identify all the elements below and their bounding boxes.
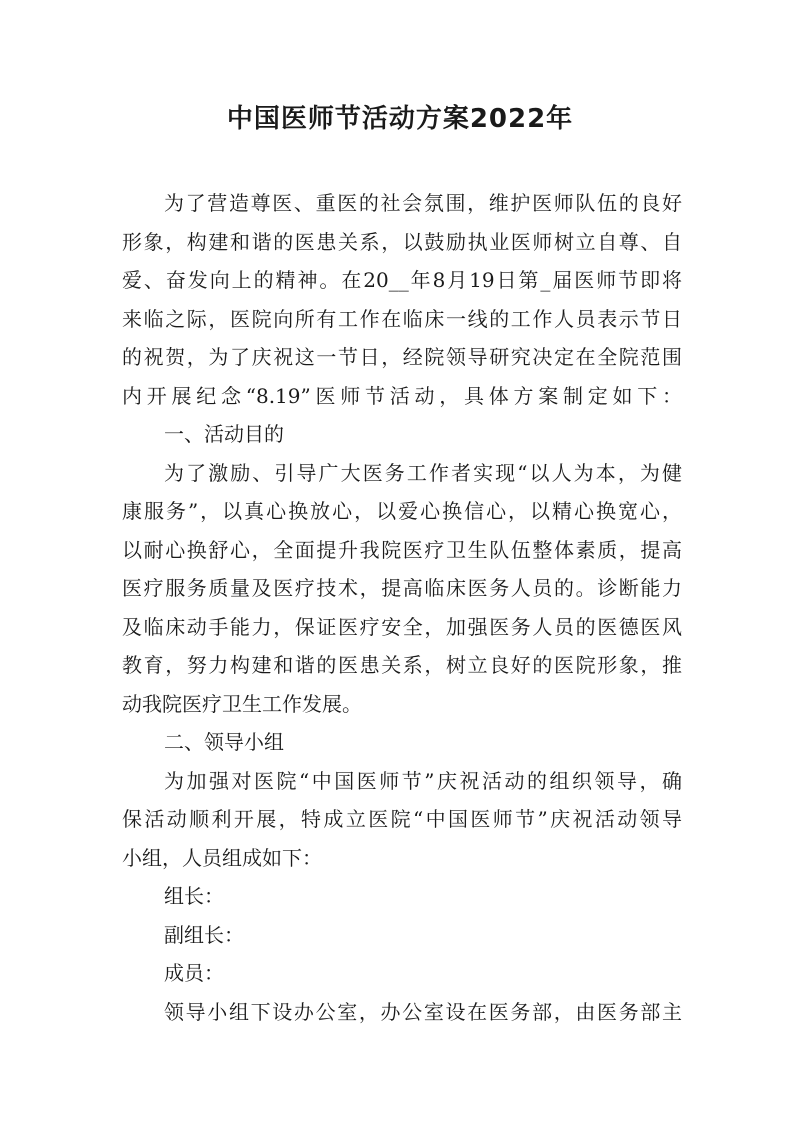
text-line: 来临之际，医院向所有工作在临床一线的工作人员表示节日 (122, 306, 682, 331)
text-line: 医疗服务质量及医疗技术，提高临床医务人员的。诊断能力 (122, 576, 682, 600)
document-title: 中国医师节活动方案2022年 (226, 104, 574, 134)
text-line: 组长： (164, 884, 224, 908)
text-line: 形象，构建和谐的医患关系，以鼓励执业医师树立自尊、自 (122, 229, 682, 254)
text-line: 及临床动手能力，保证医疗安全，加强医务人员的医德医风 (122, 614, 682, 639)
text-line: 为了营造尊医、重医的社会氛围，维护医师队伍的良好 (164, 191, 682, 215)
text-line: 康服务”，以真心换放心，以爱心换信心，以精心换宽心， (122, 499, 682, 523)
text-line: 成员： (164, 961, 224, 985)
text-line: 领导小组下设办公室，办公室设在医务部，由医务部主 (164, 999, 682, 1024)
text-line: 副组长： (164, 922, 244, 947)
text-line: 动我院医疗卫生工作发展。 (122, 691, 362, 716)
text-line: 为加强对医院“中国医师节”庆祝活动的组织领导，确 (164, 768, 682, 793)
text-line: 二、领导小组 (164, 730, 284, 754)
text-line: 爱、奋发向上的精神。在20__年8月19日第_届医师节即将 (122, 268, 682, 292)
text-line: 一、活动目的 (164, 422, 284, 446)
text-line: 为了激励、引导广大医务工作者实现“以人为本，为健 (164, 460, 682, 485)
text-line: 的祝贺，为了庆祝这一节日，经院领导研究决定在全院范围 (122, 345, 682, 369)
text-line: 小组，人员组成如下： (122, 845, 322, 870)
text-line: 内开展纪念“8.19”医师节活动，具体方案制定如下： (122, 383, 682, 408)
text-line: 教育，努力构建和谐的医患关系，树立良好的医院形象，推 (122, 653, 682, 677)
text-line: 保活动顺利开展，特成立医院“中国医师节”庆祝活动领导 (122, 807, 682, 831)
document-body (122, 184, 682, 1031)
text-line: 以耐心换舒心，全面提升我院医疗卫生队伍整体素质，提高 (122, 537, 682, 562)
